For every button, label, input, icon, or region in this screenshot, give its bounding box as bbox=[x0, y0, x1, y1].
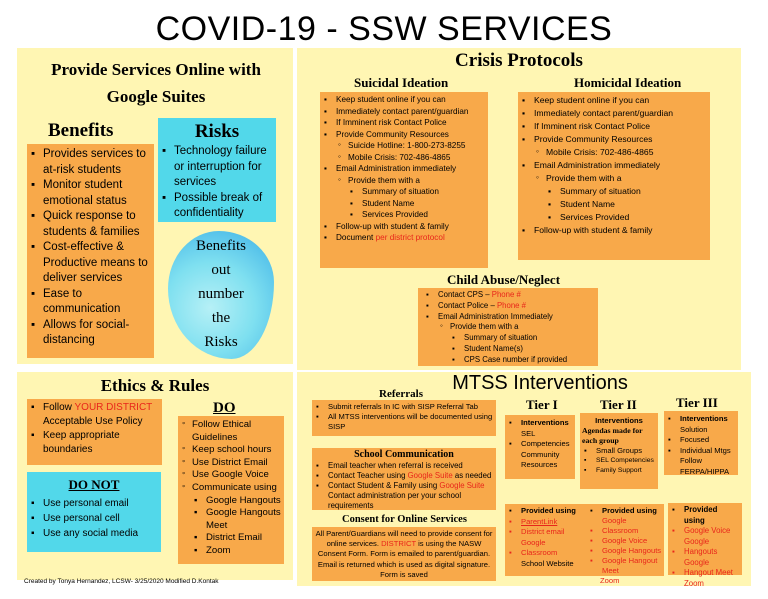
donot-list bbox=[29, 496, 159, 541]
policy-item: ▪ Keep appropriate boundaries bbox=[29, 429, 160, 457]
suicidal-list bbox=[322, 94, 486, 244]
mtss-title: MTSS Interventions bbox=[452, 372, 628, 394]
tier2-int-item: ▪ Family Support bbox=[582, 466, 656, 476]
risk-item: ▪ Possible break of confidentiality bbox=[160, 191, 274, 222]
benefit-item: ▪ Monitor student emotional status bbox=[29, 178, 152, 209]
police-phone: Phone # bbox=[496, 300, 527, 310]
cps-phone: Phone # bbox=[491, 290, 521, 299]
tier1-provided-list bbox=[507, 506, 585, 538]
detail-item: ▪ Services Provided bbox=[546, 211, 708, 224]
do-list bbox=[180, 419, 282, 558]
abuse-provide bbox=[438, 322, 596, 365]
resource-item: ◦ Suicide Hotline: 1-800-273-8255 bbox=[336, 140, 486, 152]
donot-item: ▪ Use any social media bbox=[29, 526, 159, 541]
homicidal-item: ▪ Immediately contact parent/guardian bbox=[520, 107, 708, 120]
abuse-item bbox=[424, 301, 596, 312]
family-label: Contact Student & Family using bbox=[328, 481, 440, 490]
provided-label: Provided using bbox=[521, 506, 576, 515]
do-item-label: Communicate using bbox=[192, 481, 277, 493]
suicidal-box bbox=[320, 92, 488, 268]
suicidal-item bbox=[322, 232, 486, 244]
tier1-provided-box bbox=[505, 504, 587, 576]
tier2-int-list bbox=[582, 446, 656, 476]
tier3-provided-box bbox=[668, 503, 742, 588]
teacher-post: as needed bbox=[452, 471, 492, 480]
online-services-heading: Provide Services Online with Google Suites bbox=[51, 60, 261, 106]
tier3-int-item: Follow bbox=[680, 456, 702, 465]
consent-title: Consent for Online Services bbox=[342, 514, 467, 525]
comm-item bbox=[314, 471, 494, 481]
tier3-int-item: ▪ Focused bbox=[666, 435, 736, 446]
tier3-int-item: FERPA/HIPPA bbox=[680, 466, 730, 476]
suicidal-details bbox=[348, 186, 486, 221]
tier1-int-item: SEL bbox=[521, 428, 536, 438]
provided-item: Google bbox=[521, 537, 546, 547]
abuse-item bbox=[424, 290, 596, 301]
police-label: Contact Police – bbox=[438, 300, 497, 310]
blob-line: out bbox=[211, 262, 231, 278]
tier2-interventions-box bbox=[580, 413, 658, 489]
provided-item: ▪ Classroom bbox=[507, 548, 585, 559]
blob-line: number bbox=[198, 286, 244, 302]
tier3-interventions-box bbox=[664, 411, 738, 475]
blob-line: the bbox=[211, 310, 231, 326]
provided-item: School Website bbox=[521, 558, 574, 568]
referrals-title: Referrals bbox=[379, 388, 423, 400]
provided-item: ▪ District email bbox=[507, 527, 585, 538]
do-item: ◦ Keep school hours bbox=[180, 444, 282, 457]
benefits-list bbox=[29, 147, 152, 349]
homicidal-item bbox=[520, 133, 708, 159]
tier3-int-item: Solution bbox=[680, 424, 708, 434]
homicidal-item: ▪ If Imminent risk Contact Police bbox=[520, 120, 708, 133]
interventions-label: Interventions bbox=[521, 418, 569, 427]
homicidal-provide bbox=[534, 172, 708, 224]
suicidal-provide bbox=[336, 175, 486, 221]
school-comm-list bbox=[314, 461, 494, 491]
risks-list bbox=[160, 144, 274, 222]
provided-item: ▪ Hangout Meet bbox=[670, 568, 740, 579]
risks-box bbox=[158, 118, 276, 222]
abuse-item bbox=[424, 312, 596, 366]
crisis-title: Crisis Protocols bbox=[455, 50, 583, 71]
provided-item: ▪ Classroom bbox=[588, 526, 662, 536]
referrals-list bbox=[314, 402, 494, 432]
provided-label: Provided using bbox=[684, 505, 718, 525]
school-comm-title: School Communication bbox=[354, 449, 454, 460]
do-item bbox=[180, 482, 282, 558]
detail-item: ▪ CPS Case number if provided bbox=[450, 355, 596, 366]
homicidal-item-label: Email Administration immediately bbox=[534, 160, 661, 170]
do-title: DO bbox=[213, 400, 236, 416]
homicidal-title: Homicidal Ideation bbox=[574, 75, 682, 90]
tier1-int-title bbox=[507, 418, 573, 439]
blob-line: Benefits bbox=[196, 238, 246, 254]
tier1-provided-list-2 bbox=[507, 548, 585, 559]
benefits-outnumber-text bbox=[168, 234, 274, 354]
suicidal-item: ▪ If Imminent risk Contact Police bbox=[322, 117, 486, 129]
provided-item: Zoom bbox=[684, 578, 704, 588]
provide-item bbox=[438, 322, 596, 365]
tier1-int-item: Community Resources bbox=[521, 449, 560, 469]
donot-item: ▪ Use personal cell bbox=[29, 511, 159, 526]
homicidal-item bbox=[520, 159, 708, 224]
tier1-interventions-box bbox=[505, 415, 575, 479]
abuse-box bbox=[418, 288, 598, 366]
provided-item: ▪ Google Hangouts bbox=[588, 546, 662, 556]
comm-item: ▪ Email teacher when referral is received bbox=[314, 461, 494, 471]
detail-item: ▪ Summary of situation bbox=[546, 185, 708, 198]
tier1-int-item: ▪ Competencies bbox=[507, 439, 573, 450]
benefit-item: ▪ Quick response to students & families bbox=[29, 209, 152, 240]
provided-title bbox=[588, 506, 662, 526]
provide-label: Provide them with a bbox=[348, 175, 420, 185]
provided-item: ▪ Hangouts bbox=[670, 547, 740, 558]
homicidal-item: ▪ Keep student online if you can bbox=[520, 94, 708, 107]
provided-item: ▪ ParentLink bbox=[507, 517, 585, 528]
ethics-policy-box bbox=[27, 399, 162, 465]
provided-item: ▪ Google Voice bbox=[670, 526, 740, 537]
cps-label: Contact CPS – bbox=[438, 290, 492, 299]
risks-title: Risks bbox=[194, 121, 240, 142]
tier3-int-list bbox=[666, 414, 736, 456]
consent-district: DISTRICT bbox=[381, 539, 416, 549]
tier2-int-item: ▪ Small Groups bbox=[582, 446, 656, 456]
homicidal-box bbox=[518, 92, 710, 260]
donot-item: ▪ Use personal email bbox=[29, 496, 159, 511]
do-sub-list bbox=[192, 495, 282, 558]
policy-label: Acceptable Use Policy bbox=[43, 416, 143, 427]
abuse-email-label: Email Administration Immediately bbox=[438, 311, 553, 321]
do-sub-item: ▪ Google Hangouts Meet bbox=[192, 507, 282, 532]
suicidal-item bbox=[322, 129, 486, 164]
provided-item: Zoom bbox=[600, 576, 620, 585]
abuse-list bbox=[424, 290, 596, 366]
resource-item: ◦ Mobile Crisis: 702-486-4865 bbox=[336, 152, 486, 164]
benefit-item: ▪ Provides services to at-risk students bbox=[29, 147, 152, 178]
do-sub-item: ▪ District Email bbox=[192, 532, 282, 545]
suicidal-item: ▪ Keep student online if you can bbox=[322, 94, 486, 106]
document-label: Document bbox=[336, 233, 376, 242]
resource-item: ◦ Mobile Crisis: 702-486-4865 bbox=[534, 146, 708, 159]
consent-text-2: is using the NASW Consent Form. Form is emailed to parent/guardian. Email is returned which is used as digital signature. Form is saved bbox=[317, 539, 491, 579]
abuse-details bbox=[450, 333, 596, 365]
ethics-title: Ethics & Rules bbox=[100, 376, 210, 395]
suicidal-title: Suicidal Ideation bbox=[354, 75, 449, 90]
referrals-box bbox=[312, 400, 496, 436]
page-title: COVID-19 - SSW SERVICES bbox=[155, 10, 613, 48]
do-item: ◦ Use District Email bbox=[180, 457, 282, 470]
provided-label: Provided using bbox=[602, 506, 657, 515]
abuse-title: Child Abuse/Neglect bbox=[447, 272, 561, 287]
tier3-int-item: ▪ Individual Mtgs bbox=[666, 446, 736, 457]
blob-line: Risks bbox=[204, 334, 238, 350]
do-sub-item: ▪ Zoom bbox=[192, 545, 282, 558]
ethics-policy-list bbox=[29, 401, 160, 457]
consent-box bbox=[312, 527, 496, 581]
provide-item bbox=[336, 175, 486, 221]
provide-label: Provide them with a bbox=[546, 173, 622, 183]
homicidal-details bbox=[546, 185, 708, 224]
detail-item: ▪ Student Name bbox=[546, 198, 708, 211]
benefits-box bbox=[27, 144, 154, 358]
follow-label: Follow bbox=[43, 402, 75, 413]
provided-title bbox=[670, 505, 740, 526]
benefit-item: ▪ Cost-effective & Productive means to deliver services bbox=[29, 240, 152, 287]
detail-item: ▪ Summary of situation bbox=[450, 333, 596, 344]
tier2-int-title bbox=[582, 416, 656, 426]
provided-item: Google bbox=[602, 516, 627, 525]
suicidal-item: ▪ Immediately contact parent/guardian bbox=[322, 106, 486, 118]
tier3-int-title bbox=[666, 414, 736, 435]
donot-box bbox=[27, 472, 161, 552]
do-item: ◦ Use Google Voice bbox=[180, 469, 282, 482]
donot-title: DO NOT bbox=[68, 477, 120, 492]
your-district: YOUR DISTRICT bbox=[74, 402, 153, 413]
consent-text: All Parent/Guardians will need to provide consent for online services. bbox=[315, 529, 493, 549]
footer-credit: Created by Tonya Hernandez, LCSW- 3/25/2020 Modified D.Kontak bbox=[24, 578, 219, 585]
referral-item: ▪ All MTSS interventions will be documented using SISP bbox=[314, 412, 494, 432]
teacher-label: Contact Teacher using bbox=[328, 471, 408, 480]
policy-item bbox=[29, 401, 160, 429]
tier2-title: Tier II bbox=[600, 397, 637, 412]
tier3-provided-list-2 bbox=[670, 547, 740, 558]
tier2-agendas: Agendas made for each group bbox=[582, 426, 643, 445]
detail-item: ▪ Summary of situation bbox=[348, 186, 486, 198]
comm-item bbox=[314, 481, 494, 491]
suicidal-item-label: Email Administration immediately bbox=[336, 164, 457, 173]
do-sub-item: ▪ Google Hangouts bbox=[192, 495, 282, 508]
interventions-label: Interventions bbox=[680, 414, 728, 423]
tier1-title: Tier I bbox=[526, 397, 558, 412]
tier2-provided-box bbox=[586, 504, 664, 585]
homicidal-resources bbox=[534, 146, 708, 159]
provided-item: ▪ Google Hangout bbox=[588, 556, 662, 566]
detail-item: ▪ Student Name(s) bbox=[450, 344, 596, 355]
admin-note: Contact administration per your school requirements bbox=[328, 491, 462, 510]
homicidal-list bbox=[520, 94, 708, 237]
tier2-provided-list bbox=[588, 506, 662, 566]
suicidal-resources bbox=[336, 140, 486, 163]
provided-title bbox=[507, 506, 585, 517]
detail-item: ▪ Student Name bbox=[348, 198, 486, 210]
benefit-item: ▪ Allows for social-distancing bbox=[29, 318, 152, 349]
do-box bbox=[178, 416, 284, 564]
tier1-interventions-list bbox=[507, 418, 573, 450]
homicidal-item-label: Provide Community Resources bbox=[534, 134, 653, 144]
school-comm-box bbox=[312, 448, 496, 510]
do-item: ◦ Follow Ethical Guidelines bbox=[180, 419, 282, 444]
benefit-item: ▪ Ease to communication bbox=[29, 287, 152, 318]
document-protocol: per district protocol bbox=[375, 233, 445, 242]
provided-item: Google bbox=[684, 536, 710, 546]
tier3-title: Tier III bbox=[676, 395, 718, 410]
detail-item: ▪ Services Provided bbox=[348, 209, 486, 221]
teacher-suite: Google Suite bbox=[407, 471, 453, 480]
tier3-provided-list-3 bbox=[670, 568, 740, 579]
provided-item: Meet bbox=[602, 566, 619, 575]
provide-label: Provide them with a bbox=[450, 322, 519, 332]
risk-item: ▪ Technology failure or interruption for services bbox=[160, 144, 274, 191]
suicidal-item: ▪ Follow-up with student & family bbox=[322, 221, 486, 233]
tier3-provided-list bbox=[670, 505, 740, 537]
benefits-title: Benefits bbox=[48, 120, 114, 141]
provided-item: Google bbox=[684, 557, 710, 567]
interventions-label: Interventions bbox=[595, 416, 643, 425]
provide-item bbox=[534, 172, 708, 224]
referral-item: ▪ Submit referrals In IC with SISP Referral Tab bbox=[314, 402, 494, 412]
tier2-int-item: ▪ SEL Competencies bbox=[582, 456, 656, 466]
provided-item: ▪ Google Voice bbox=[588, 536, 662, 546]
suicidal-item bbox=[322, 163, 486, 221]
suicidal-item-label: Provide Community Resources bbox=[336, 129, 449, 139]
homicidal-item: ▪ Follow-up with student & family bbox=[520, 224, 708, 237]
family-suite: Google Suite bbox=[439, 481, 485, 490]
